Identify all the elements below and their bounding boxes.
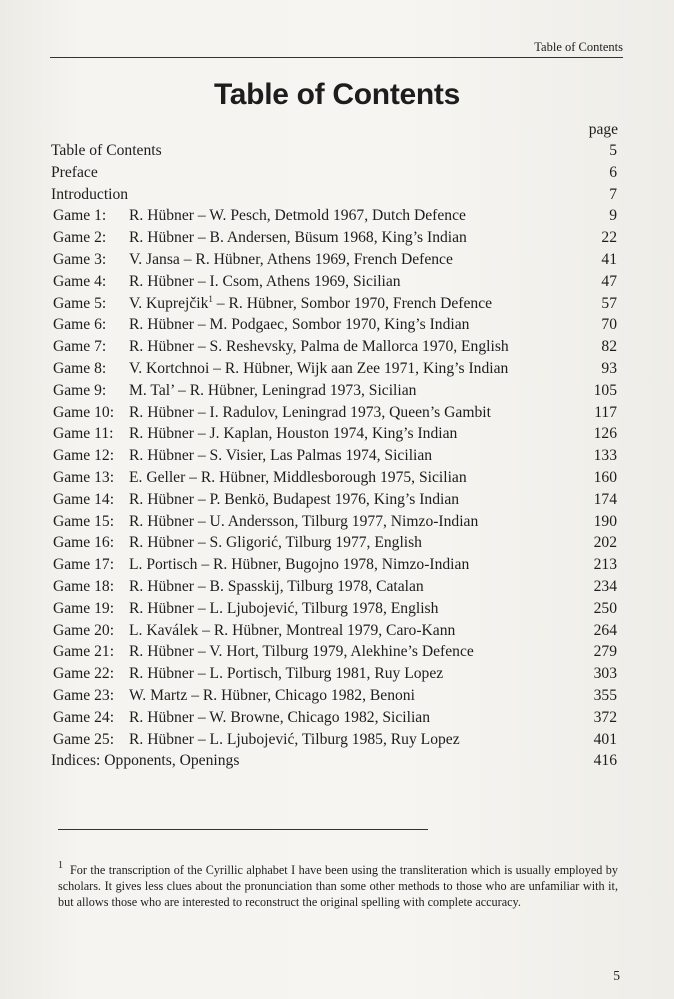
toc-entry-title: Indices: Opponents, Openings — [51, 752, 240, 770]
game-page: 174 — [593, 490, 617, 508]
footnote — [58, 862, 618, 911]
page-column-header: page — [588, 121, 618, 138]
game-label: Game 24: — [53, 708, 115, 726]
toc-game-row[interactable] — [51, 423, 617, 445]
game-entry: R. Hübner – B. Andersen, Büsum 1968, King’s Indian — [129, 229, 467, 247]
toc-game-row[interactable] — [51, 576, 617, 598]
game-page: 117 — [594, 403, 617, 421]
game-label: Game 7: — [53, 338, 107, 356]
game-entry — [129, 293, 492, 315]
game-label: Game 17: — [53, 556, 115, 574]
toc-entry-front[interactable] — [51, 162, 617, 184]
game-page: 47 — [601, 272, 617, 290]
game-label: Game 12: — [53, 447, 115, 465]
toc-game-row[interactable] — [51, 380, 617, 402]
toc-game-row[interactable] — [51, 445, 617, 467]
toc-entry-title: Introduction — [51, 185, 129, 203]
game-entry: R. Hübner – U. Andersson, Tilburg 1977, Nimzo-Indian — [129, 512, 479, 530]
game-page: 355 — [593, 686, 617, 704]
game-label: Game 4: — [53, 272, 107, 290]
footnote-text: For the transcription of the Cyrillic alphabet I have been using the transliteration which is usually employed by scholars. It gives less clues about the pronunciation than some other methods to those who are unfamiliar with it, but allows those who are interested to reconstruct the original spelling with complete accuracy. — [58, 863, 618, 910]
game-page: 41 — [601, 250, 617, 268]
game-entry-player: V. Kuprejčik — [129, 294, 209, 312]
game-label: Game 19: — [53, 599, 115, 617]
game-page: 126 — [593, 425, 617, 443]
game-label: Game 8: — [53, 359, 107, 377]
game-entry: R. Hübner – I. Csom, Athens 1969, Sicilian — [129, 272, 401, 290]
toc-game-row[interactable] — [51, 554, 617, 576]
game-label: Game 15: — [53, 512, 115, 530]
game-entry: R. Hübner – L. Ljubojević, Tilburg 1978, English — [129, 599, 439, 617]
game-page: 93 — [601, 359, 617, 377]
game-page: 105 — [593, 381, 617, 399]
game-entry: R. Hübner – S. Reshevsky, Palma de Mallorca 1970, English — [129, 338, 509, 356]
toc-game-row[interactable] — [51, 489, 617, 511]
game-label: Game 14: — [53, 490, 115, 508]
game-page: 160 — [593, 468, 617, 486]
toc-entry-page: 416 — [593, 752, 617, 770]
game-page: 279 — [593, 643, 617, 661]
game-page: 57 — [601, 294, 617, 312]
game-entry: M. Tal’ – R. Hübner, Leningrad 1973, Sicilian — [129, 381, 417, 399]
game-label: Game 25: — [53, 730, 115, 748]
toc-entry-page: 6 — [609, 163, 617, 181]
running-head: Table of Contents — [50, 40, 623, 58]
toc-game-row[interactable] — [51, 598, 617, 620]
game-label: Game 11: — [53, 425, 114, 443]
toc-game-row[interactable] — [51, 271, 617, 293]
game-entry: R. Hübner – S. Visier, Las Palmas 1974, Sicilian — [129, 447, 433, 465]
game-entry: R. Hübner – S. Gligorić, Tilburg 1977, English — [129, 534, 422, 552]
game-entry: W. Martz – R. Hübner, Chicago 1982, Benoni — [129, 686, 415, 704]
game-label: Game 6: — [53, 316, 107, 334]
toc-list — [51, 140, 617, 772]
game-entry: R. Hübner – B. Spasskij, Tilburg 1978, Catalan — [129, 577, 424, 595]
game-page: 372 — [593, 708, 617, 726]
toc-game-row[interactable] — [51, 685, 617, 707]
toc-game-row[interactable] — [51, 205, 617, 227]
game-page: 303 — [593, 665, 617, 683]
game-entry: R. Hübner – L. Portisch, Tilburg 1981, Ruy Lopez — [129, 665, 444, 683]
game-page: 234 — [593, 577, 617, 595]
game-page: 250 — [593, 599, 617, 617]
toc-entry-page: 7 — [609, 185, 617, 203]
toc-game-row[interactable] — [51, 532, 617, 554]
toc-entry-back[interactable] — [51, 750, 617, 772]
game-label: Game 9: — [53, 381, 107, 399]
game-page: 70 — [601, 316, 617, 334]
footnote-mark: 1 — [58, 860, 63, 871]
toc-game-row[interactable] — [51, 336, 617, 358]
toc-game-row[interactable] — [51, 641, 617, 663]
game-label: Game 21: — [53, 643, 115, 661]
game-label: Game 3: — [53, 250, 107, 268]
toc-entry-front[interactable] — [51, 140, 617, 162]
toc-game-row[interactable] — [51, 227, 617, 249]
game-label: Game 20: — [53, 621, 115, 639]
game-label: Game 1: — [53, 207, 107, 225]
toc-game-row[interactable] — [51, 729, 617, 751]
game-page: 133 — [593, 447, 617, 465]
toc-entry-title: Preface — [51, 163, 98, 181]
game-entry: V. Kortchnoi – R. Hübner, Wijk aan Zee 1971, King’s Indian — [129, 359, 509, 377]
toc-entry-title: Table of Contents — [51, 142, 162, 159]
toc-game-row[interactable] — [51, 358, 617, 380]
game-entry: E. Geller – R. Hübner, Middlesborough 1975, Sicilian — [129, 468, 467, 486]
game-label: Game 16: — [53, 534, 115, 552]
page-title: Table of Contents — [213, 78, 460, 111]
page-number: 5 — [613, 968, 620, 983]
toc-game-row[interactable] — [51, 467, 617, 489]
game-entry: R. Hübner – M. Podgaec, Sombor 1970, King’s Indian — [129, 316, 470, 334]
game-page: 401 — [593, 730, 617, 748]
game-label: Game 5: — [53, 294, 107, 312]
toc-game-row[interactable] — [51, 707, 617, 729]
game-label: Game 22: — [53, 665, 115, 683]
game-entry: V. Jansa – R. Hübner, Athens 1969, French Defence — [129, 250, 453, 268]
game-entry: R. Hübner – J. Kaplan, Houston 1974, King’s Indian — [129, 425, 458, 443]
game-entry: R. Hübner – V. Hort, Tilburg 1979, Alekhine’s Defence — [129, 643, 474, 661]
game-label: Game 2: — [53, 229, 107, 247]
game-page: 82 — [601, 338, 617, 356]
game-label: Game 13: — [53, 468, 115, 486]
game-entry: L. Kaválek – R. Hübner, Montreal 1979, Caro-Kann — [129, 621, 456, 639]
game-page: 264 — [593, 621, 617, 639]
game-label: Game 10: — [53, 403, 115, 421]
game-label: Game 18: — [53, 577, 115, 595]
game-page: 9 — [609, 207, 617, 225]
toc-entry-front[interactable] — [51, 184, 617, 206]
toc-game-row[interactable] — [51, 249, 617, 271]
toc-game-row[interactable] — [51, 293, 617, 315]
game-entry: R. Hübner – P. Benkö, Budapest 1976, King’s Indian — [129, 490, 460, 508]
game-entry: R. Hübner – L. Ljubojević, Tilburg 1985, Ruy Lopez — [129, 730, 460, 748]
toc-game-row[interactable] — [51, 620, 617, 642]
toc-entry-page: 5 — [609, 142, 617, 159]
toc-game-row[interactable] — [51, 402, 617, 424]
toc-game-row[interactable] — [51, 511, 617, 533]
game-page: 202 — [593, 534, 617, 552]
toc-game-row[interactable] — [51, 663, 617, 685]
game-entry-rest: – R. Hübner, Sombor 1970, French Defence — [212, 294, 493, 312]
game-label: Game 23: — [53, 686, 115, 704]
toc-game-row[interactable] — [51, 314, 617, 336]
game-page: 190 — [593, 512, 617, 530]
game-entry: L. Portisch – R. Hübner, Bugojno 1978, Nimzo-Indian — [129, 556, 470, 574]
game-page: 213 — [593, 556, 617, 574]
game-entry: R. Hübner – I. Radulov, Leningrad 1973, Queen’s Gambit — [129, 403, 491, 421]
footnote-ref-mark[interactable]: 1 — [208, 293, 213, 304]
game-entry: R. Hübner – W. Pesch, Detmold 1967, Dutch Defence — [129, 207, 466, 225]
game-page: 22 — [601, 229, 617, 247]
footnote-divider — [58, 829, 428, 830]
game-entry: R. Hübner – W. Browne, Chicago 1982, Sicilian — [129, 708, 431, 726]
